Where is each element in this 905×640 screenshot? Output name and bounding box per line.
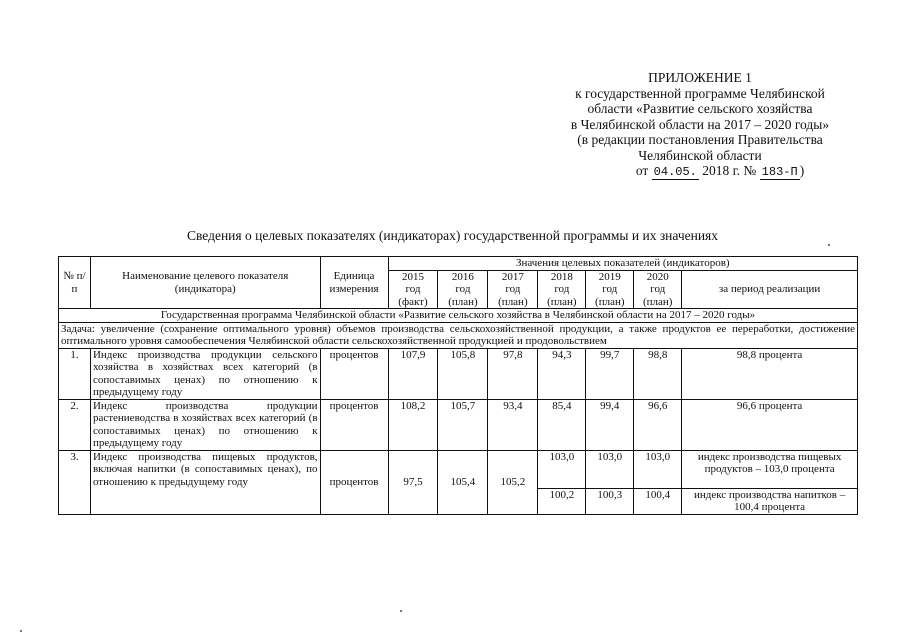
- appendix-line: Челябинской области: [638, 147, 762, 163]
- value-2019: 99,7: [586, 348, 634, 399]
- appendix-title: ПРИЛОЖЕНИЕ 1: [648, 70, 752, 85]
- year-header-2017: 2017 год (план): [488, 270, 538, 309]
- program-name: Государственная программа Челябинской области «Развитие сельского хозяйства в Челябинской области на 2017 – 2020 годы»: [59, 309, 858, 323]
- drinks-value-2020: 100,4: [634, 488, 682, 514]
- value-2020: 98,8: [634, 348, 682, 399]
- row-num: 3.: [59, 450, 91, 514]
- scan-speck: [400, 610, 402, 612]
- program-row: [59, 309, 858, 323]
- food-value-2020: 103,0: [634, 450, 682, 488]
- year-header-2019: 2019 год (план): [586, 270, 634, 309]
- col-values-header: Значения целевых показателей (индикаторов): [388, 257, 858, 271]
- value-2015: 97,5: [388, 450, 438, 514]
- value-2015: 107,9: [388, 348, 438, 399]
- unit: процентов: [320, 399, 388, 450]
- value-2017: 105,2: [488, 450, 538, 514]
- appendix-date-line: от 04.05. 2018 г. № 183-П ): [635, 163, 805, 179]
- indicator-name: Индекс производства продукции сельского хозяйства в хозяйствах всех категорий (в сопоставимых ценах) по отношению к предыдущему году: [90, 348, 320, 399]
- value-2018: 85,4: [538, 399, 586, 450]
- indicators-table: [58, 256, 858, 515]
- task-text: Задача: увеличение (сохранение оптимального уровня) объемов производства сельскохозяйственной продукции, а также продуктов ее переработки, достижение оптимального уровня самообеспечения Челябинской области сельскохозяйственной продукцией и продовольствием: [59, 322, 858, 348]
- year-header-2015: 2015 год (факт): [388, 270, 438, 309]
- period-value: 98,8 процента: [682, 348, 858, 399]
- value-2019: 99,4: [586, 399, 634, 450]
- appendix-line: области «Развитие сельского хозяйства: [587, 101, 813, 116]
- value-2016: 105,7: [438, 399, 488, 450]
- date-year: 2018 г. №: [702, 163, 757, 178]
- value-2015: 108,2: [388, 399, 438, 450]
- col-num-header: № п/п: [59, 257, 91, 309]
- header-row: [59, 257, 858, 271]
- col-name-header: Наименование целевого показателя (индикатора): [90, 257, 320, 309]
- indicator-name: Индекс производства продукции растениеводства в хозяйствах всех категорий (в сопоставимых ценах) по отношению к предыдущему году: [90, 399, 320, 450]
- value-2017: 93,4: [488, 399, 538, 450]
- food-value-2019: 103,0: [586, 450, 634, 488]
- scan-speck: [20, 630, 22, 632]
- date-prefix: от: [635, 163, 649, 178]
- appendix-line: (в редакции постановления Правительства: [577, 132, 823, 147]
- scan-speck: [828, 244, 830, 246]
- col-unit-header: Единица измерения: [320, 257, 388, 309]
- value-2016: 105,4: [438, 450, 488, 514]
- value-2017: 97,8: [488, 348, 538, 399]
- unit: процентов: [320, 450, 388, 514]
- task-row: [59, 322, 858, 348]
- value-2020: 96,6: [634, 399, 682, 450]
- table-row: [59, 450, 858, 488]
- value-2018: 94,3: [538, 348, 586, 399]
- table-row: [59, 399, 858, 450]
- document-title: Сведения о целевых показателях (индикаторах) государственной программы и их значениях: [186, 228, 719, 243]
- unit: процентов: [320, 348, 388, 399]
- year-header-2016: 2016 год (план): [438, 270, 488, 309]
- value-2016: 105,8: [438, 348, 488, 399]
- appendix-header: [540, 70, 860, 181]
- food-period-value: индекс производства пищевых продуктов – 103,0 процента: [682, 450, 858, 488]
- appendix-line: в Челябинской области на 2017 – 2020 годы»: [570, 116, 830, 132]
- drinks-value-2018: 100,2: [538, 488, 586, 514]
- drinks-value-2019: 100,3: [586, 488, 634, 514]
- year-header-2020: 2020 год (план): [634, 270, 682, 309]
- year-header-2018: 2018 год (план): [538, 270, 586, 309]
- table-row: [59, 348, 858, 399]
- row-num: 2.: [59, 399, 91, 450]
- indicator-name: Индекс производства пищевых продуктов, включая напитки (в сопоставимых ценах), по отношению к предыдущему году: [90, 450, 320, 514]
- row-num: 1.: [59, 348, 91, 399]
- food-value-2018: 103,0: [538, 450, 586, 488]
- period-value: 96,6 процента: [682, 399, 858, 450]
- col-period-header: за период реализации: [682, 270, 858, 309]
- date-value: 04.05.: [653, 165, 697, 179]
- decree-number: 183-П: [761, 165, 798, 179]
- appendix-line: к государственной программе Челябинской: [575, 85, 825, 101]
- drinks-period-value: индекс производства напитков – 100,4 процента: [682, 488, 858, 514]
